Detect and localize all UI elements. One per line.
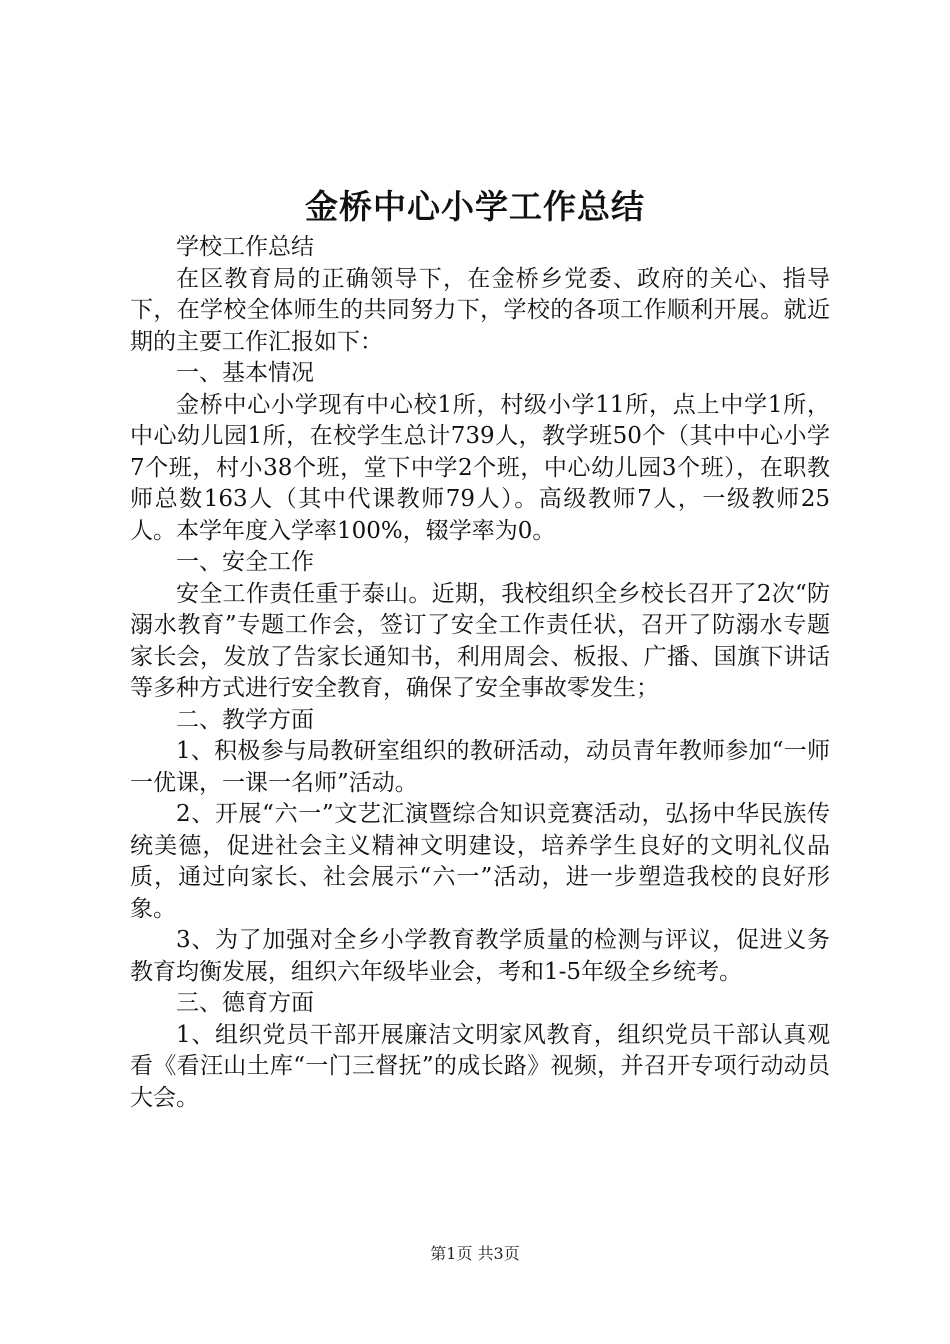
paragraph-subtitle: 学校工作总结 xyxy=(176,234,314,260)
section-heading-basic: 一、基本情况 xyxy=(176,360,314,386)
paragraph-intro: 在区教育局的正确领导下，在金桥乡党委、政府的关心、指导下，在学校全体师生的共同努力下，学校的各项工作顺利开展。就近期的主要工作汇报如下： xyxy=(130,265,830,355)
paragraph-safety: 安全工作责任重于泰山。近期，我校组织全乡校长召开了2次“防溺水教育”专题工作会，签订了安全工作责任状，召开了防溺水专题家长会，发放了告家长通知书，利用周会、板报、广播、国旗下讲话等多种方式进行安全教育，确保了安全事故零发生； xyxy=(130,580,830,701)
page-number: 第1页 共3页 xyxy=(430,1244,520,1263)
document-body xyxy=(130,232,830,1114)
paragraph-teaching-2: 2、开展“六一”文艺汇演暨综合知识竞赛活动，弘扬中华民族传统美德，促进社会主义精神文明建设，培养学生良好的文明礼仪品质，通过向家长、社会展示“六一”活动，进一步塑造我校的良好形象。 xyxy=(130,801,830,922)
section-heading-safety: 一、安全工作 xyxy=(176,549,314,575)
paragraph-basic: 金桥中心小学现有中心校1所，村级小学11所，点上中学1所，中心幼儿园1所，在校学生总计739人，教学班50个（其中中心小学7个班，村小38个班，堂下中学2个班，中心幼儿园3个班），在职教师总数163人（其中代课教师79人）。高级教师7人，一级教师25人。本学年度入学率100%，辍学率为0。 xyxy=(130,391,830,544)
document-title: 金桥中心小学工作总结 xyxy=(305,187,645,226)
section-heading-moral: 三、德育方面 xyxy=(176,990,314,1016)
paragraph-teaching-1: 1、积极参与局教研室组织的教研活动，动员青年教师参加“一师一优课，一课一名师”活动。 xyxy=(130,738,830,796)
paragraph-moral-1: 1、组织党员干部开展廉洁文明家风教育，组织党员干部认真观看《看汪山土库“一门三督抚”的成长路》视频，并召开专项行动动员大会。 xyxy=(130,1021,830,1111)
section-heading-teaching: 二、教学方面 xyxy=(176,706,314,733)
paragraph-teaching-3: 3、为了加强对全乡小学教育教学质量的检测与评议，促进义务教育均衡发展，组织六年级毕业会，考和1-5年级全乡统考。 xyxy=(130,927,830,985)
